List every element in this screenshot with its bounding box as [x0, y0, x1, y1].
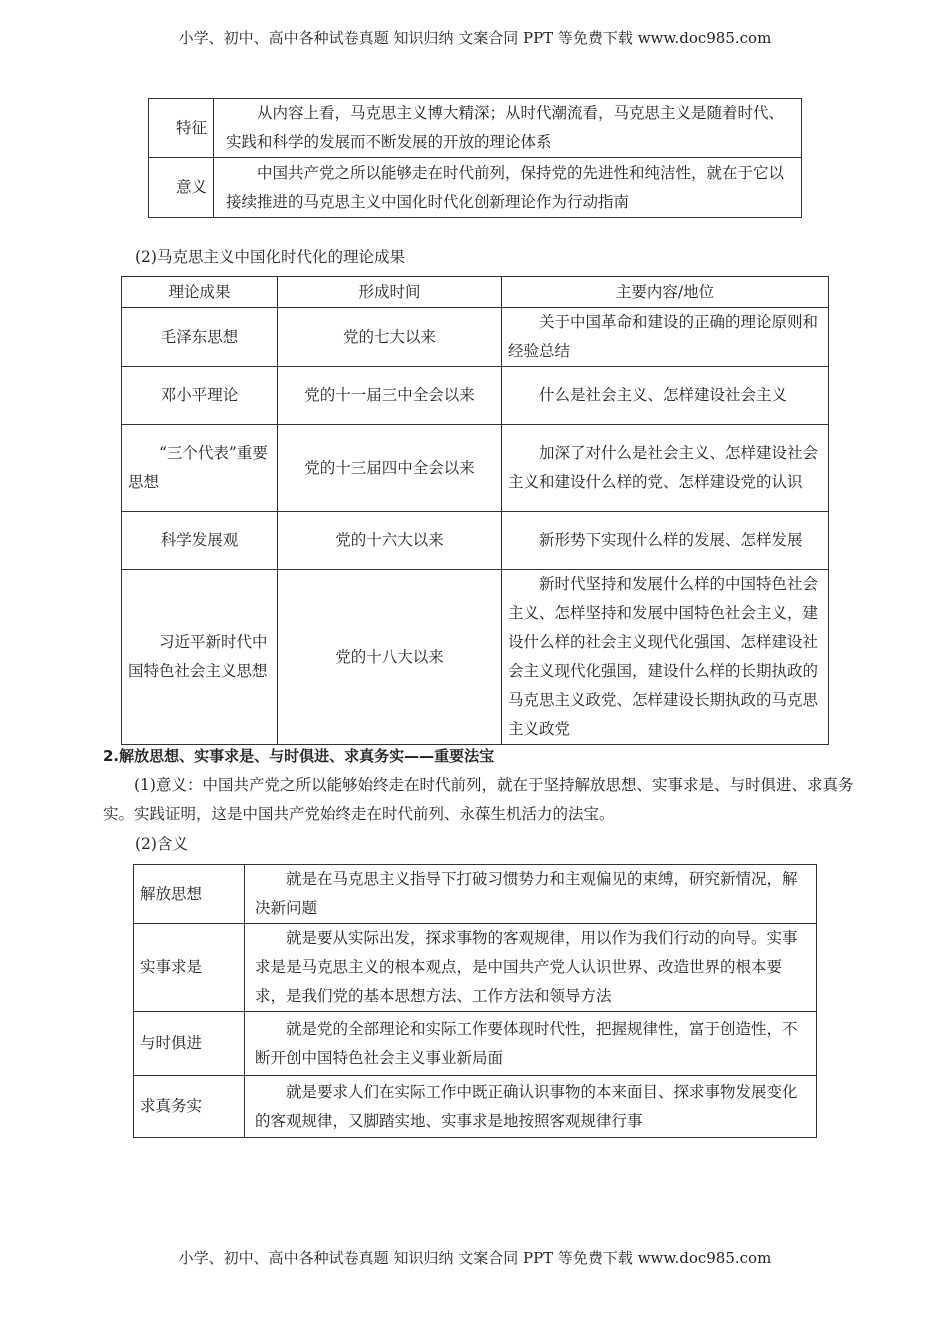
table-row — [122, 512, 829, 570]
table-row — [134, 924, 817, 1012]
table-row — [149, 99, 802, 158]
theory-name: 习近平新时代中国特色社会主义思想 — [122, 570, 278, 745]
row-head: 解放思想 — [134, 865, 245, 924]
theory-time: 党的十一届三中全会以来 — [278, 367, 502, 425]
row-content-features: 从内容上看，马克思主义博大精深；从时代潮流看，马克思主义是随着时代、实践和科学的发展而不断发展的开放的理论体系 — [214, 99, 802, 158]
theory-time: 党的十六大以来 — [278, 512, 502, 570]
theory-name: 毛泽东思想 — [122, 308, 278, 367]
meaning-table — [133, 864, 817, 1138]
subheading-theory-achievements: (2)马克思主义中国化时代化的理论成果 — [135, 248, 405, 266]
theory-name: “三个代表”重要思想 — [122, 425, 278, 512]
features-table — [148, 98, 802, 218]
row-content-significance: 中国共产党之所以能够走在时代前列，保持党的先进性和纯洁性，就在于它以接续推进的马克思主义中国化时代化创新理论作为行动指南 — [214, 158, 802, 218]
theory-time: 党的七大以来 — [278, 308, 502, 367]
row-content: 就是在马克思主义指导下打破习惯势力和主观偏见的束缚，研究新情况，解决新问题 — [245, 865, 817, 924]
table-row — [122, 367, 829, 425]
significance-paragraph: (1)意义：中国共产党之所以能够始终走在时代前列，就在于坚持解放思想、实事求是、与时俱进、求真务实。实践证明，这是中国共产党始终走在时代前列、永葆生机活力的法宝。 — [103, 776, 854, 823]
table-row — [134, 1076, 817, 1138]
section-heading: 2.解放思想、实事求是、与时俱进、求真务实——重要法宝 — [103, 747, 495, 765]
theory-name: 邓小平理论 — [122, 367, 278, 425]
table-row — [134, 1012, 817, 1076]
theory-content: 新形势下实现什么样的发展、怎样发展 — [502, 512, 829, 570]
row-head: 实事求是 — [134, 924, 245, 1012]
table-row — [122, 570, 829, 745]
theory-content: 关于中国革命和建设的正确的理论原则和经验总结 — [502, 308, 829, 367]
theory-content: 加深了对什么是社会主义、怎样建设社会主义和建设什么样的党、怎样建设党的认识 — [502, 425, 829, 512]
theory-time: 党的十三届四中全会以来 — [278, 425, 502, 512]
theory-content: 新时代坚持和发展什么样的中国特色社会主义、怎样坚持和发展中国特色社会主义，建设什么样的社会主义现代化强国、怎样建设社会主义现代化强国，建设什么样的长期执政的马克思主义政党、怎样建设长期执政的马克思主义政党 — [502, 570, 829, 745]
row-head: 与时俱进 — [134, 1012, 245, 1076]
theory-name: 科学发展观 — [122, 512, 278, 570]
column-header: 形成时间 — [278, 277, 502, 308]
table-row — [149, 158, 802, 218]
page-header: 小学、初中、高中各种试卷真题 知识归纳 文案合同 PPT 等免费下载 www.doc985.com — [178, 29, 772, 47]
table-row — [122, 308, 829, 367]
column-header: 主要内容/地位 — [502, 277, 829, 308]
theory-achievements-table — [121, 276, 829, 745]
row-head-features: 特征 — [149, 99, 214, 158]
subheading-meaning: (2)含义 — [135, 835, 188, 853]
row-content: 就是要从实际出发，探求事物的客观规律，用以作为我们行动的向导。实事求是是马克思主义的根本观点，是中国共产党人认识世界、改造世界的根本要求，是我们党的基本思想方法、工作方法和领导方法 — [245, 924, 817, 1012]
row-head: 求真务实 — [134, 1076, 245, 1138]
column-header: 理论成果 — [122, 277, 278, 308]
row-content: 就是要求人们在实际工作中既正确认识事物的本来面目、探求事物发展变化的客观规律，又脚踏实地、实事求是地按照客观规律行事 — [245, 1076, 817, 1138]
table-row — [134, 865, 817, 924]
row-head-significance: 意义 — [149, 158, 214, 218]
page-footer: 小学、初中、高中各种试卷真题 知识归纳 文案合同 PPT 等免费下载 www.doc985.com — [178, 1249, 772, 1267]
row-content: 就是党的全部理论和实际工作要体现时代性，把握规律性，富于创造性，不断开创中国特色社会主义事业新局面 — [245, 1012, 817, 1076]
table-row — [122, 425, 829, 512]
table-header-row — [122, 277, 829, 308]
theory-time: 党的十八大以来 — [278, 570, 502, 745]
theory-content: 什么是社会主义、怎样建设社会主义 — [502, 367, 829, 425]
